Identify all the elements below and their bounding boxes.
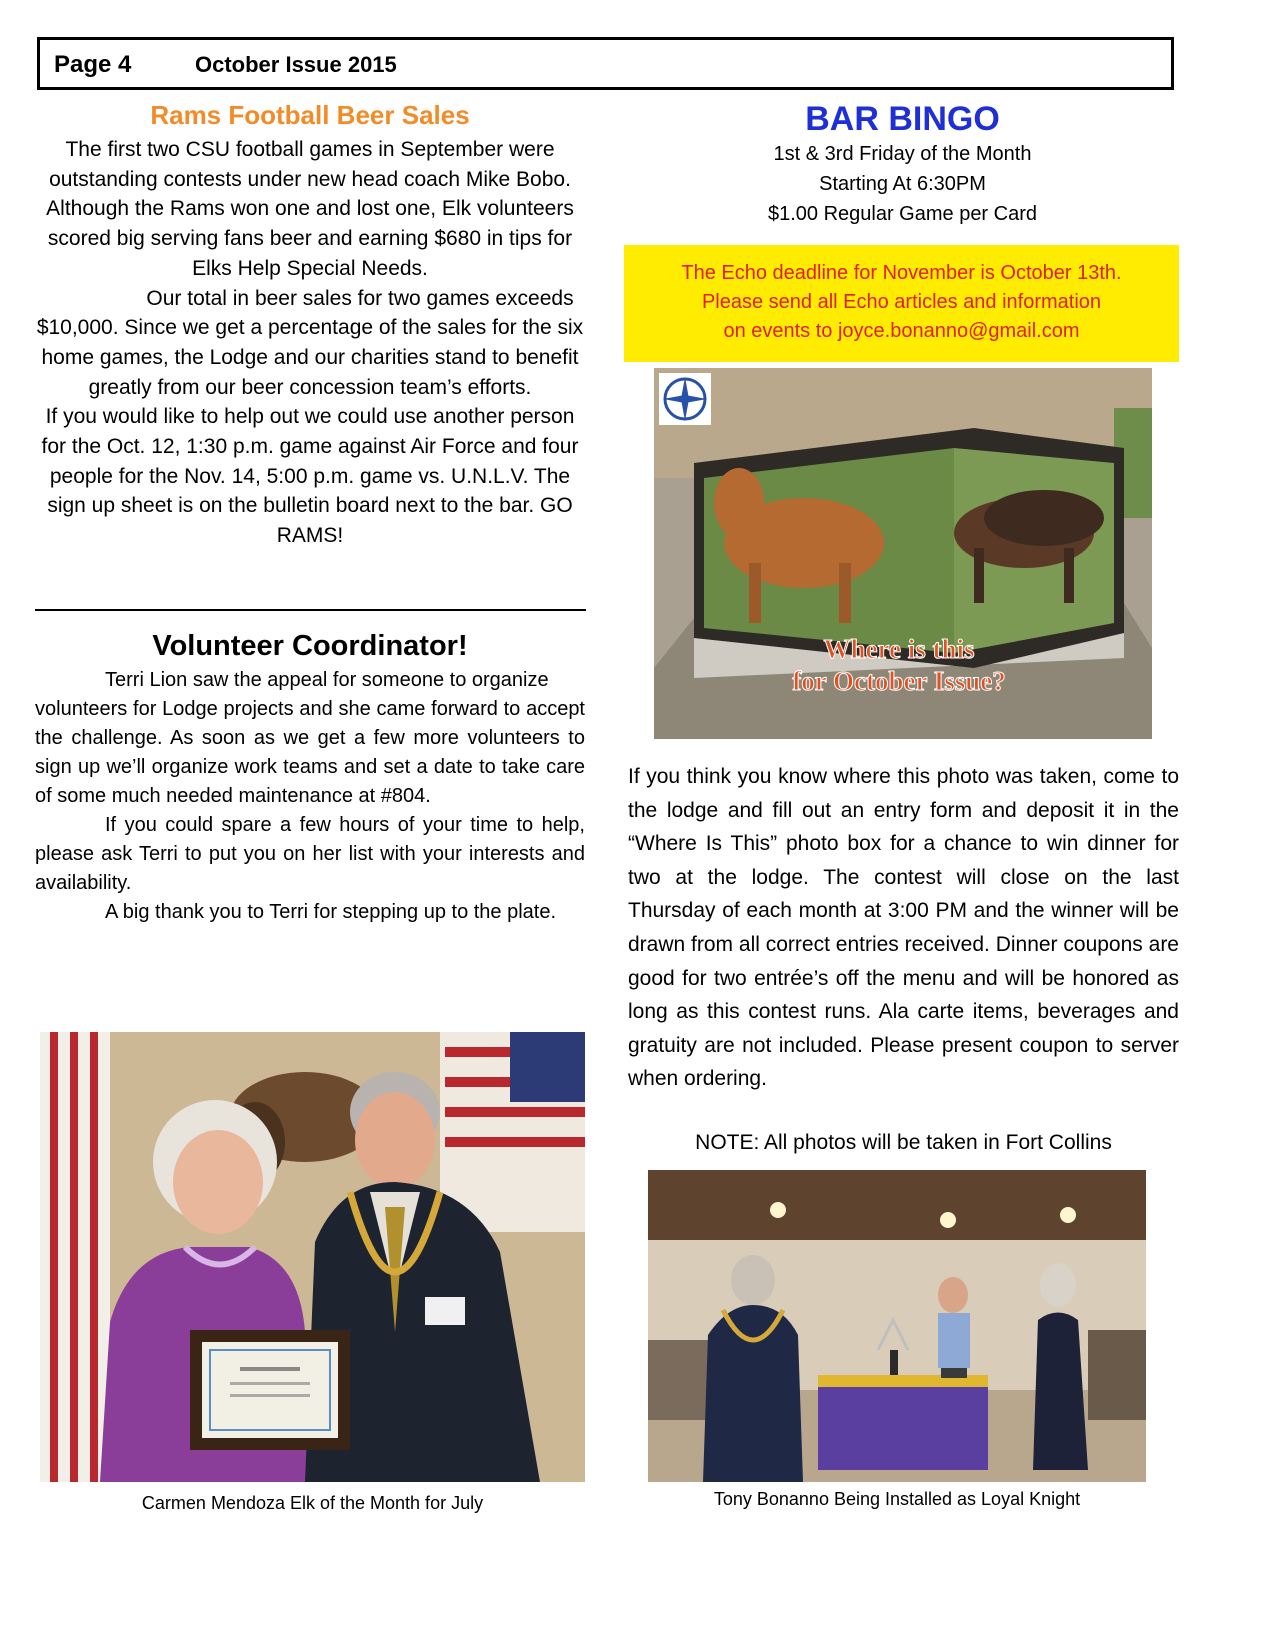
where-is-this-overlay-1: Where is this [823,634,975,664]
elk-of-month-photo [40,1032,585,1482]
volunteer-title: Volunteer Coordinator! [152,630,468,662]
page-number: Page 4 [54,51,132,78]
deadline-line-2: Please send all Echo articles and information [701,291,1102,313]
rams-article [35,100,585,551]
bingo-price: $1.00 Regular Game per Card [767,203,1038,225]
issue-label: October Issue 2015 [195,52,397,77]
bingo-schedule: 1st & 3rd Friday of the Month [773,143,1032,165]
volunteer-paragraph-1a: Terri Lion saw the appeal for someone to organize [105,669,549,691]
bingo-title: BAR BINGO [805,100,1000,138]
volunteer-paragraph-1b: volunteers for Lodge projects and she came forward to accept the challenge. As soon as we get a few more volunteers to sign up we’ll organize work teams and set a date to take care of some much needed maintenance at #804. [35,698,585,807]
elk-of-month-caption: Carmen Mendoza Elk of the Month for July [141,1493,484,1513]
rams-body [35,135,585,551]
installation-caption: Tony Bonanno Being Installed as Loyal Knight [713,1489,1081,1509]
rams-title: Rams Football Beer Sales [150,100,470,130]
page-header [37,37,1174,90]
deadline-notice [624,245,1179,362]
volunteer-paragraph-3: A big thank you to Terri for stepping up to the plate. [105,901,557,923]
where-is-this-photo [654,368,1152,739]
rams-paragraph-3: If you would like to help out we could use another person for the Oct. 12, 1:30 p.m. game against Air Force and four people for the Nov. 14, 5:00 p.m. game vs. U.N.L.V. The sign up sheet is on the bulletin board next to the bar. GO RAMS! [41,405,579,548]
volunteer-body [35,666,585,927]
rams-paragraph-2: Our total in beer sales for two games exceeds $10,000. Since we get a percentage of the sales for the six home games, the Lodge and our charities stand to benefit greatly from our beer concession team’s efforts. [36,286,584,399]
volunteer-paragraph-2: If you could spare a few hours of your time to help, please ask Terri to put you on her list with your interests and availability. [35,814,585,894]
where-is-this-text: If you think you know where this photo was taken, come to the lodge and fill out an entry form and deposit it in the “Where Is This” photo box for a chance to win dinner for two at the lodge. The contest will close on the last Thursday of each month at 3:00 PM and the winner will be drawn from all correct entries received. Dinner coupons are good for two entrée’s off the menu and will be honored as long as this contest runs. Ala carte items, beverages and gratuity are not included. Please present coupon to server when ordering. [628,765,1179,1091]
where-is-this-overlay-2: for October Issue? [792,666,1006,696]
deadline-line-1: The Echo deadline for November is October 13th. [681,262,1122,284]
bingo-section [625,100,1180,229]
deadline-line-3: on events to joyce.bonanno@gmail.com [723,320,1080,342]
installation-photo [648,1170,1146,1482]
section-divider [35,609,586,611]
bingo-start-time: Starting At 6:30PM [819,173,986,195]
photo-note: NOTE: All photos will be taken in Fort Collins [695,1131,1112,1154]
rams-paragraph-1: The first two CSU football games in September were outstanding contests under new head coach Mike Bobo. Although the Rams won one and lost one, Elk volunteers scored big serving fans beer and earning $680 in tips for Elks Help Special Needs. [46,138,574,280]
